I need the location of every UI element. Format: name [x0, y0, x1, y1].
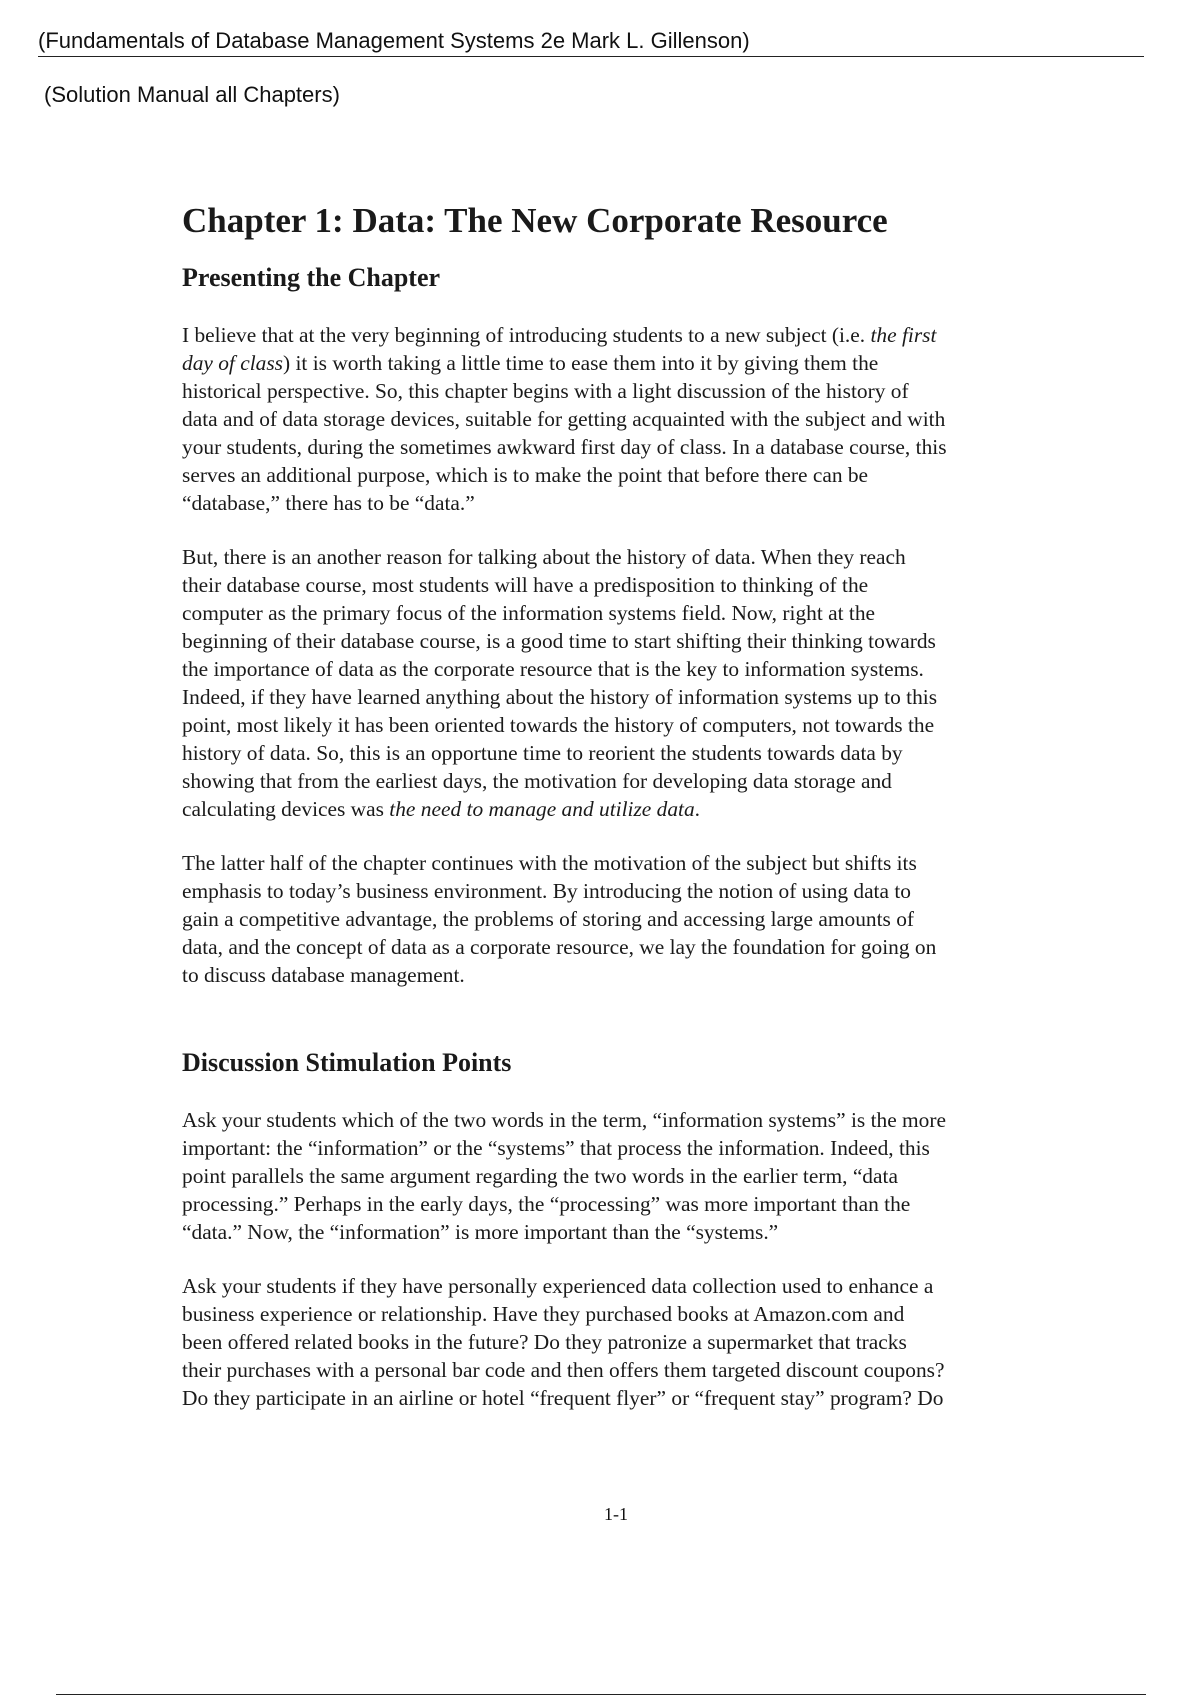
paragraph-4-line-1: Ask your students which of the two words in the term, “information systems” is the more [182, 1108, 946, 1133]
paragraph-3-line-5: to discuss database management. [182, 963, 465, 988]
paragraph-4-line-2: important: the “information” or the “systems” that process the information. Indeed, this [182, 1136, 930, 1161]
paragraph-5-line-5: Do they participate in an airline or hotel “frequent flyer” or “frequent stay” program? Do [182, 1386, 944, 1411]
paragraph-1-line-7: “database,” there has to be “data.” [182, 491, 475, 516]
paragraph-2-line-6: Indeed, if they have learned anything about the history of information systems up to this [182, 685, 938, 710]
paragraph-5-line-4: their purchases with a personal bar code and then offers them targeted discount coupons? [182, 1358, 945, 1383]
paragraph-4-line-3: point parallels the same argument regarding the two words in the earlier term, “data [182, 1164, 898, 1189]
paragraph-3-line-4: data, and the concept of data as a corporate resource, we lay the foundation for going on [182, 935, 937, 960]
paragraph-1 [182, 321, 1060, 517]
paragraph-1-line-2: day of class) it is worth taking a little time to ease them into it by giving them the [182, 351, 879, 376]
paragraph-5-line-1: Ask your students if they have personally experienced data collection used to enhance a [182, 1274, 934, 1299]
emphasis-day-of-class: day of class [182, 351, 283, 376]
paragraph-2-line-3: computer as the primary focus of the information systems field. Now, right at the [182, 601, 876, 626]
paragraph-3-line-3: gain a competitive advantage, the problems of storing and accessing large amounts of [182, 907, 915, 932]
paragraph-4-line-4: processing.” Perhaps in the early days, the “processing” was more important than the [182, 1192, 911, 1217]
paragraph-2-line-10: calculating devices was the need to manage and utilize data. [182, 797, 701, 822]
paragraph-3 [182, 849, 1060, 989]
paragraph-5-line-3: been offered related books in the future? Do they patronize a supermarket that tracks [182, 1330, 907, 1355]
page-content [182, 200, 1060, 1412]
chapter-title: Chapter 1: Data: The New Corporate Resource [182, 201, 888, 240]
section-heading-presenting: Presenting the Chapter [182, 263, 441, 292]
emphasis-need-to-manage: the need to manage and utilize data [389, 797, 695, 822]
paragraph-2-line-9: showing that from the earliest days, the motivation for developing data storage and [182, 769, 892, 794]
paragraph-1-line-1: I believe that at the very beginning of introducing students to a new subject (i.e. the first [182, 323, 937, 348]
solution-manual-subtitle: (Solution Manual all Chapters) [44, 82, 340, 107]
emphasis-the-first: the first [870, 323, 937, 348]
paragraph-3-line-2: emphasis to today’s business environment. By introducing the notion of using data to [182, 879, 911, 904]
paragraph-3-line-1: The latter half of the chapter continues with the motivation of the subject but shifts its [182, 851, 917, 876]
paragraph-5 [182, 1272, 1060, 1412]
paragraph-4-line-5: “data.” Now, the “information” is more important than the “systems.” [182, 1220, 779, 1245]
paragraph-2 [182, 543, 1060, 823]
page-number: 1-1 [604, 1504, 628, 1524]
book-title-header: (Fundamentals of Database Management Systems 2e Mark L. Gillenson) [38, 28, 750, 53]
paragraph-2-line-1: But, there is an another reason for talking about the history of data. When they reach [182, 545, 906, 570]
paragraph-2-line-4: beginning of their database course, is a good time to start shifting their thinking towards [182, 629, 936, 654]
footer-divider [56, 1694, 1146, 1695]
paragraph-1-line-5: your students, during the sometimes awkward first day of class. In a database course, this [182, 435, 947, 460]
paragraph-1-line-6: serves an additional purpose, which is to make the point that before there can be [182, 463, 869, 488]
paragraph-2-line-5: the importance of data as the corporate resource that is the key to information systems. [182, 657, 924, 682]
paragraph-1-line-4: data and of data storage devices, suitable for getting acquainted with the subject and with [182, 407, 946, 432]
section-heading-discussion: Discussion Stimulation Points [182, 1048, 512, 1078]
paragraph-2-line-8: history of data. So, this is an opportune time to reorient the students towards data by [182, 741, 903, 766]
paragraph-2-line-2: their database course, most students will have a predisposition to thinking of the [182, 573, 869, 598]
paragraph-4 [182, 1106, 1060, 1246]
header-divider [38, 56, 1144, 57]
paragraph-1-line-3: historical perspective. So, this chapter begins with a light discussion of the history of [182, 379, 909, 404]
paragraph-5-line-2: business experience or relationship. Have they purchased books at Amazon.com and [182, 1302, 905, 1327]
paragraph-2-line-7: point, most likely it has been oriented towards the history of computers, not towards the [182, 713, 935, 738]
